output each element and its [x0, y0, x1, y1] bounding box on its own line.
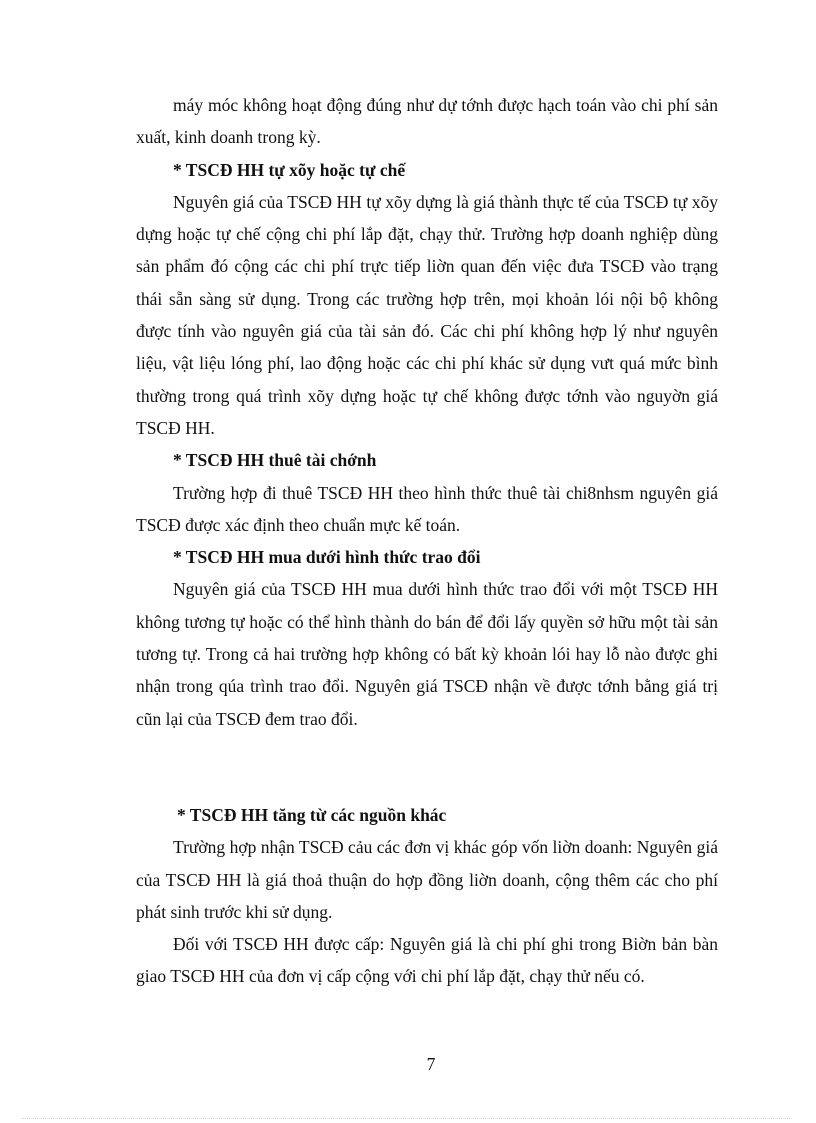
- section-paragraph-exchange: Nguyên giá của TSCĐ HH mua dưới hình thức trao đổi với một TSCĐ HH không tương tự hoặc có thể hình thành do bán để đổi lấy quyền sở hữu một tài sản tương tự. Trong cả hai trường hợp không có bất kỳ khoản lói hay lỗ nào được ghi nhận trong qúa trình trao đổi. Nguyên giá TSCĐ nhận về được tớnh bằng giá trị cũn lại của TSCĐ đem trao đổi.: [136, 579, 718, 729]
- section-paragraph-finance-lease: Trường hợp đi thuê TSCĐ HH theo hình thức thuê tài chi8nhsm nguyên giá TSCĐ được xác định theo chuẩn mực kế toán.: [136, 482, 718, 535]
- section-heading-other-sources: * TSCĐ HH tăng từ các nguồn khác: [177, 805, 447, 825]
- section-heading-finance-lease: * TSCĐ HH thuê tài chớnh: [173, 450, 377, 471]
- section-paragraph-granted: Đối với TSCĐ HH được cấp: Nguyên giá là chi phí ghi trong Biờn bản bàn giao TSCĐ HH của đơn vị cấp cộng với chi phí lắp đặt, chạy thử nếu có.: [136, 934, 718, 987]
- section-paragraph-self-built: Nguyên giá của TSCĐ HH tự xõy dựng là giá thành thực tế của TSCĐ tự xõy dựng hoặc tự chế cộng chi phí lắp đặt, chạy thử. Trường hợp doanh nghiệp dùng sản phẩm đó cộng các chi phí trực tiếp liờn quan đến việc đưa TSCĐ vào trạng thái sẵn sàng sử dụng. Trong các trường hợp trên, mọi khoản lói nội bộ không được tính vào nguyên giá của tài sản đó. Các chi phí không hợp lý như nguyên liệu, vật liệu lóng phí, lao động hoặc các chi phí khác sử dụng vưt quá mức bình thường trong quá trình xõy dựng hoặc tự chế không được tớnh vào nguyờn giá TSCĐ HH.: [136, 191, 718, 438]
- footer-divider: [22, 1118, 792, 1119]
- text-block-upper: [136, 89, 718, 735]
- section-heading-self-built: * TSCĐ HH tự xõy hoặc tự chế: [173, 159, 406, 180]
- section-heading-exchange: * TSCĐ HH mua dưới hình thức trao đổi: [173, 547, 481, 568]
- section-paragraph-joint-venture: Trường hợp nhận TSCĐ cảu các đơn vị khác góp vốn liờn doanh: Nguyên giá của TSCĐ HH là giá thoả thuận do hợp đồng liờn doanh, cộng thêm các cho phí phát sinh trước khi sử dụng.: [136, 837, 718, 922]
- intro-paragraph: máy móc không hoạt động đúng như dự tớnh được hạch toán vào chi phí sản xuất, kinh doanh trong kỳ.: [136, 95, 718, 148]
- text-block-lower: [136, 799, 718, 993]
- page-number: 7: [426, 1054, 436, 1074]
